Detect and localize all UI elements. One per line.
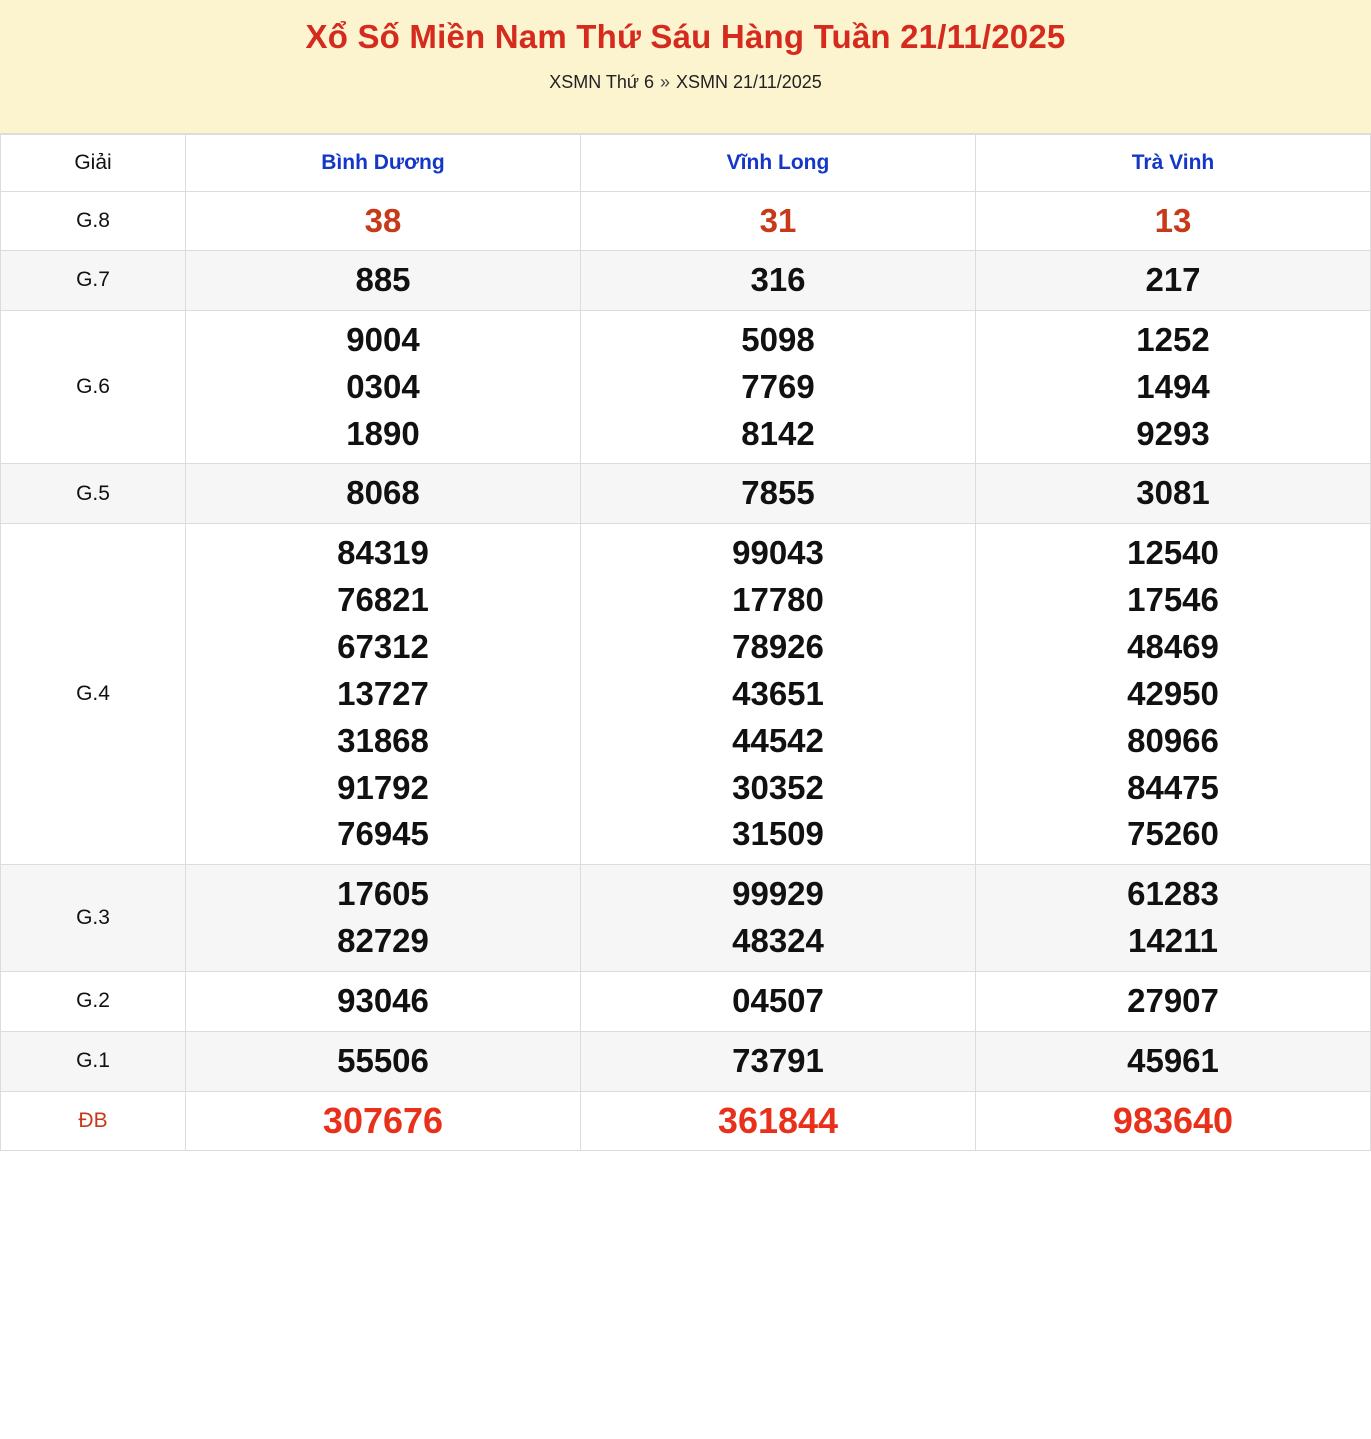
result-number: 78926 [732,628,824,666]
result-number: 12540 [1127,534,1219,572]
result-number: 43651 [732,674,824,712]
result-cell [581,972,976,1032]
result-number: 9293 [1136,414,1210,452]
result-cell [186,464,581,524]
result-number: 1890 [346,414,420,452]
column-header-province-1: Vĩnh Long [581,135,976,192]
result-number: 99929 [732,875,824,913]
result-cell [976,865,1371,972]
result-number: 7769 [741,367,815,405]
result-number: 3081 [1136,474,1210,512]
breadcrumb [10,72,1361,93]
result-number: 13727 [337,674,429,712]
prize-label: ĐB [1,1091,186,1150]
result-number: 80966 [1127,721,1219,759]
result-number: 31868 [337,721,429,759]
result-number: 75260 [1127,815,1219,853]
result-number: 48469 [1127,628,1219,666]
result-number: 76945 [337,815,429,853]
result-cell [581,464,976,524]
result-cell [581,192,976,251]
result-cell [186,251,581,311]
result-cell [186,1031,581,1091]
result-cell [581,524,976,865]
result-cell [186,310,581,464]
result-cell [186,192,581,251]
result-number: 84319 [337,534,429,572]
table-row [1,865,1371,972]
results-table-body [1,192,1371,1151]
result-number: 48324 [732,922,824,960]
result-number: 99043 [732,534,824,572]
prize-label: G.7 [1,251,186,311]
breadcrumb-separator: » [659,71,670,92]
result-number: 1252 [1136,320,1210,358]
breadcrumb-root-link[interactable]: XSMN Thứ 6 [549,71,654,92]
result-number: 04507 [732,982,824,1020]
breadcrumb-current-link[interactable]: XSMN 21/11/2025 [676,71,822,92]
result-cell [186,1091,581,1150]
result-number: 983640 [1112,1099,1234,1141]
result-number: 307676 [322,1099,444,1141]
result-cell [976,1031,1371,1091]
table-row [1,251,1371,311]
prize-label: G.3 [1,865,186,972]
prize-label: G.4 [1,524,186,865]
result-cell [976,524,1371,865]
results-table [0,134,1371,1151]
result-number: 316 [750,261,806,298]
table-row [1,310,1371,464]
result-cell [581,310,976,464]
column-header-prize: Giải [1,135,186,192]
result-number: 30352 [732,768,824,806]
table-row [1,192,1371,251]
result-number: 31509 [732,815,824,853]
result-cell [581,1031,976,1091]
result-number: 91792 [337,768,429,806]
result-cell [976,310,1371,464]
result-number: 17605 [337,875,429,913]
result-number: 84475 [1127,768,1219,806]
result-number: 42950 [1127,674,1219,712]
result-number: 73791 [732,1041,824,1079]
result-cell [976,464,1371,524]
table-row [1,1091,1371,1150]
result-number: 885 [355,261,411,298]
result-cell [976,1091,1371,1150]
result-number: 76821 [337,581,429,619]
result-number: 5098 [741,320,815,358]
result-number: 31 [759,202,797,239]
result-number: 217 [1145,261,1201,298]
result-cell [186,865,581,972]
result-number: 1494 [1136,367,1210,405]
result-cell [976,251,1371,311]
result-cell [581,251,976,311]
result-number: 82729 [337,922,429,960]
result-number: 17780 [732,581,824,619]
result-number: 44542 [732,721,824,759]
result-number: 38 [364,202,402,239]
prize-label: G.8 [1,192,186,251]
result-number: 9004 [346,320,420,358]
table-row [1,464,1371,524]
prize-label: G.2 [1,972,186,1032]
result-number: 7855 [741,474,815,512]
result-number: 14211 [1128,922,1218,960]
column-header-province-0: Bình Dương [186,135,581,192]
result-number: 67312 [337,628,429,666]
result-number: 45961 [1127,1041,1219,1079]
prize-label: G.5 [1,464,186,524]
result-cell [976,972,1371,1032]
result-cell [186,524,581,865]
result-number: 361844 [717,1099,839,1141]
result-number: 8142 [741,414,815,452]
result-cell [581,865,976,972]
page-title: Xổ Số Miền Nam Thứ Sáu Hàng Tuần 21/11/2025 [305,18,1066,55]
result-number: 8068 [346,474,420,512]
table-row [1,524,1371,865]
column-header-province-2: Trà Vinh [976,135,1371,192]
table-row [1,972,1371,1032]
result-cell [976,192,1371,251]
table-header-row [1,135,1371,192]
result-number: 61283 [1127,875,1219,913]
prize-label: G.6 [1,310,186,464]
result-number: 93046 [337,982,429,1020]
result-cell [581,1091,976,1150]
result-number: 55506 [337,1041,429,1079]
result-number: 17546 [1127,581,1219,619]
result-cell [186,972,581,1032]
result-number: 0304 [346,367,420,405]
result-number: 13 [1154,202,1192,239]
result-number: 27907 [1127,982,1219,1020]
page-header [0,0,1371,134]
table-row [1,1031,1371,1091]
prize-label: G.1 [1,1031,186,1091]
